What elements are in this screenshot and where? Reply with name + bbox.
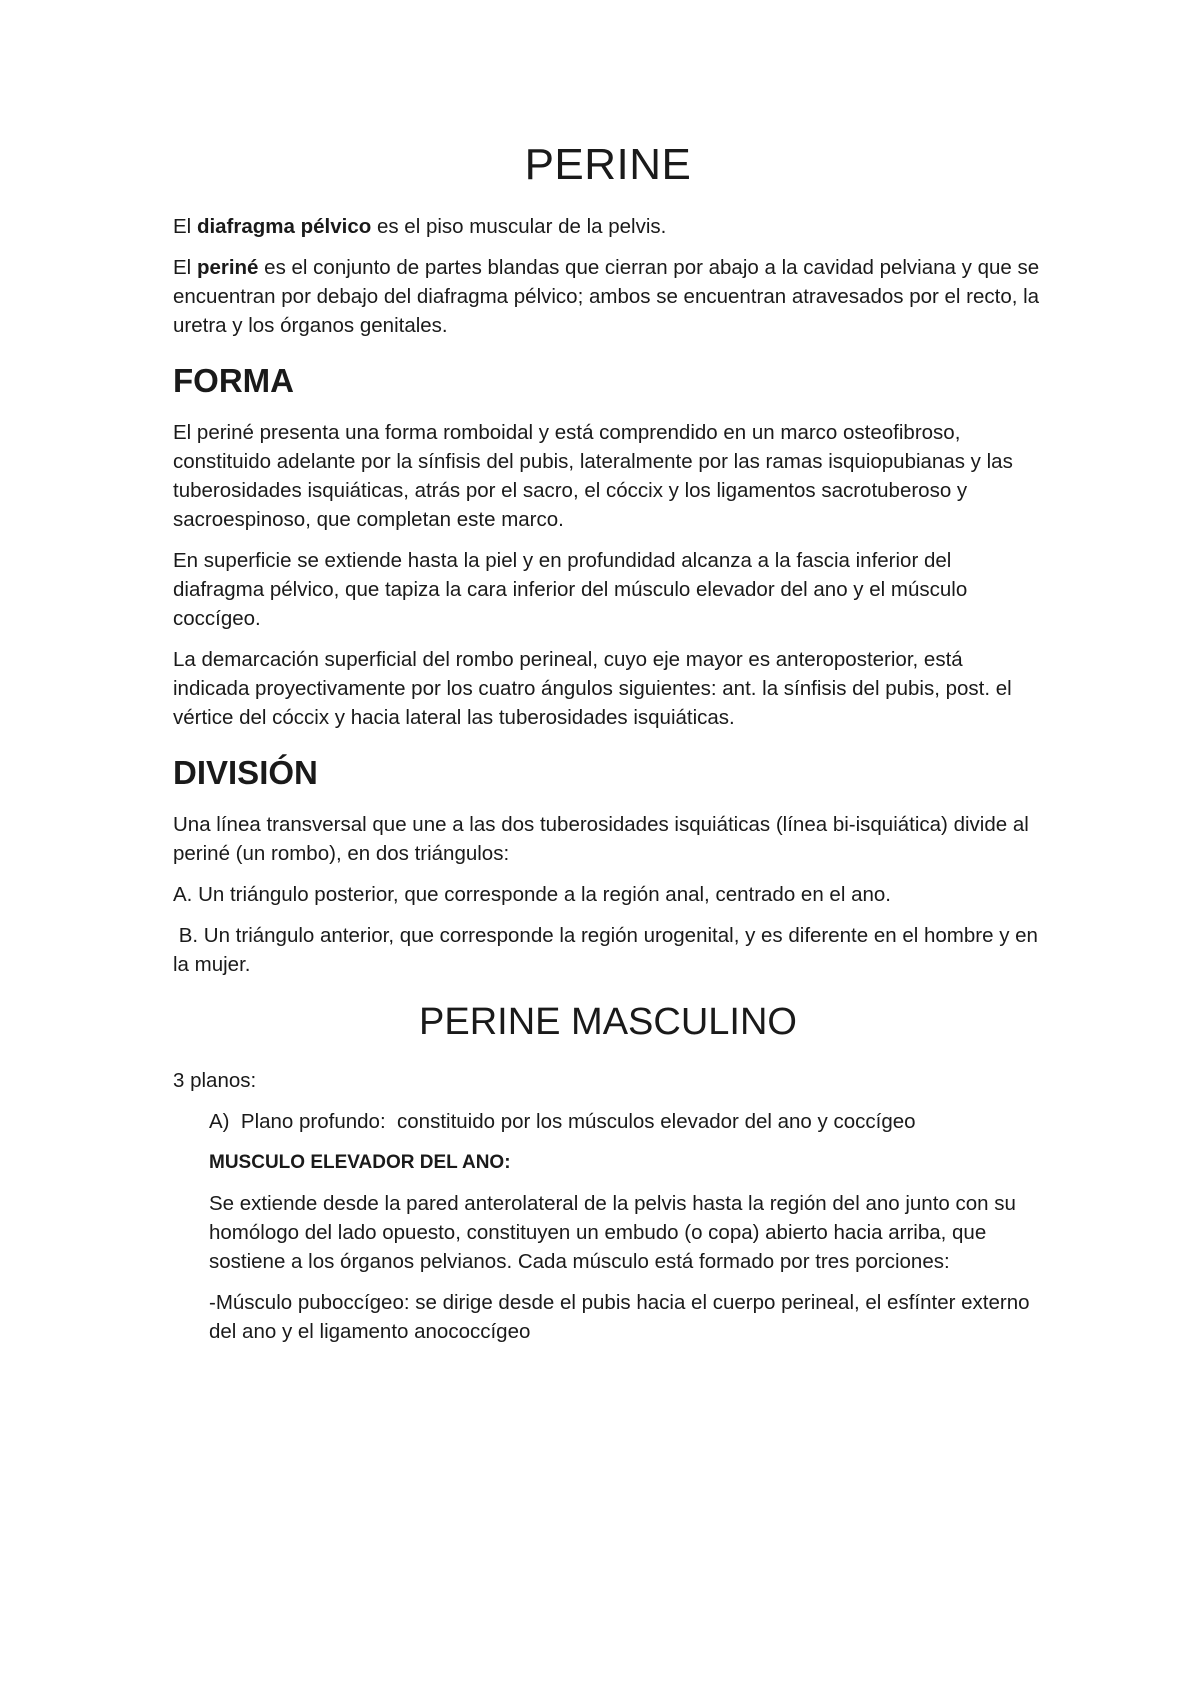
text: El — [173, 256, 197, 279]
intro-paragraph-1 — [173, 212, 1043, 241]
page-title: PERINE — [524, 140, 692, 189]
planos-line: 3 planos: — [173, 1069, 257, 1092]
section-heading-forma: FORMA — [173, 362, 294, 399]
bold-term: diafragma pélvico — [196, 215, 372, 238]
text: es el piso muscular de la pelvis. — [371, 215, 667, 238]
subheading-musculo-elevador: MUSCULO ELEVADOR DEL ANO: — [209, 1152, 511, 1173]
text: El — [173, 215, 197, 238]
document-page — [173, 140, 1043, 1358]
forma-paragraph-2: En superficie se extiende hasta la piel y en profundidad alcanza a la fascia inferior del diafragma pélvico, que tapiza la cara inferior del músculo elevador del ano y el músculo coccígeo. — [173, 549, 968, 630]
division-paragraph-1: Una línea transversal que une a las dos tuberosidades isquiáticas (línea bi-isquiática) divide al periné (un rombo), en dos triángulos: — [173, 813, 1029, 865]
division-paragraph-2: A. Un triángulo posterior, que corresponde a la región anal, centrado en el ano. — [173, 883, 891, 906]
division-paragraph-3: B. Un triángulo anterior, que corresponde la región urogenital, y es diferente en el hombre y en la mujer. — [173, 924, 1044, 976]
forma-paragraph-1: El periné presenta una forma romboidal y está comprendido en un marco osteofibroso, constituido adelante por la sínfisis del pubis, lateralmente por las ramas isquiopubianas y las tuberosidades isquiáticas, atrás por el sacro, el cóccix y los ligamentos sacrotuberoso y sacroespinoso, que completan este marco. — [173, 421, 1013, 531]
section-title-perine-masculino: PERINE MASCULINO — [419, 1001, 797, 1043]
bold-term: periné — [196, 256, 259, 279]
intro-paragraph-2 — [173, 253, 1043, 340]
musculo-elevador-paragraph-1: Se extiende desde la pared anterolateral de la pelvis hasta la región del ano junto con su homólogo del lado opuesto, constituyen un embudo (o copa) abierto hacia arriba, que sostiene a los órganos pelvianos. Cada músculo está formado por tres porciones: — [209, 1192, 1016, 1273]
forma-paragraph-3: La demarcación superficial del rombo perineal, cuyo eje mayor es anteroposterior, está indicada proyectivamente por los cuatro ángulos siguientes: ant. la sínfisis del pubis, post. el vértice del cóccix y hacia lateral las tuberosidades isquiáticas. — [173, 648, 1012, 729]
musculo-elevador-paragraph-2: -Músculo puboccígeo: se dirige desde el pubis hacia el cuerpo perineal, el esfínter externo del ano y el ligamento anococcígeo — [209, 1291, 1030, 1343]
section-heading-division: DIVISIÓN — [173, 754, 318, 791]
text: es el conjunto de partes blandas que cierran por abajo a la cavidad pelviana y que se encuentran por debajo del diafragma pélvico; ambos se encuentran atravesados por el recto, la uretra y los órganos genitales. — [173, 256, 1040, 337]
plano-a-item: A) Plano profundo: constituido por los músculos elevador del ano y coccígeo — [209, 1110, 916, 1133]
